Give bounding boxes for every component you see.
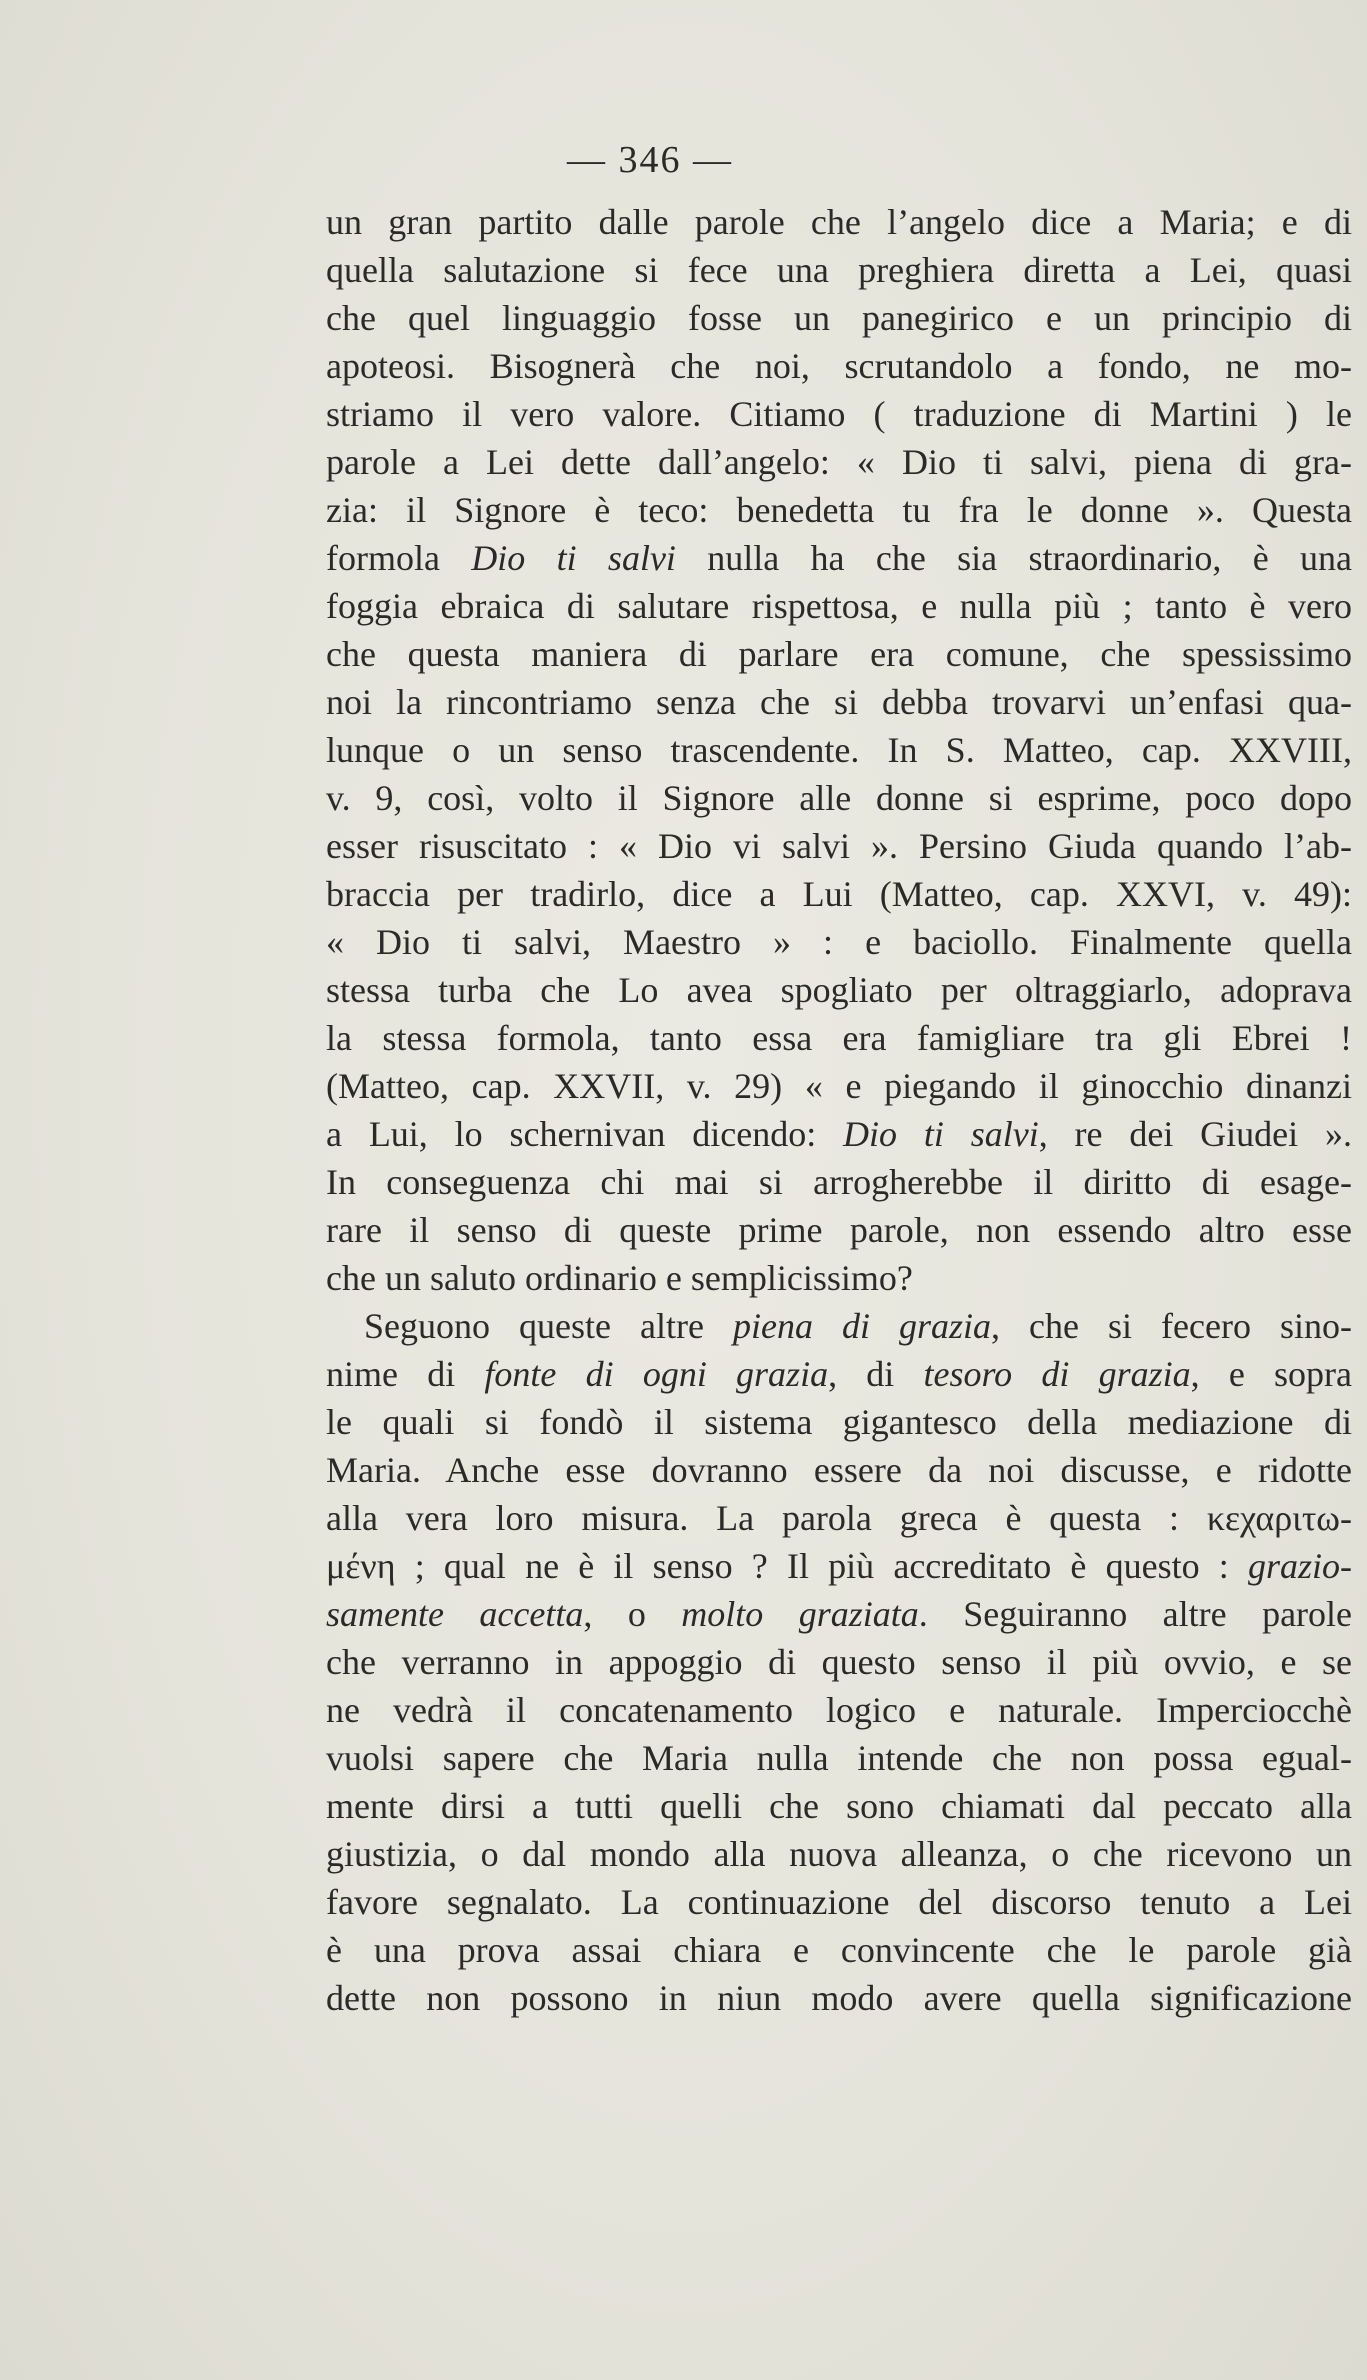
text-line xyxy=(326,1206,1352,1254)
text-segment: a Lui, lo schernivan dicendo: xyxy=(326,1114,844,1154)
text-segment: un gran partito dalle parole che l’angelo dice a Maria; e di xyxy=(326,202,1352,242)
text-line xyxy=(326,870,1352,918)
text-line xyxy=(326,1014,1352,1062)
text-segment: In conseguenza chi mai si arrogherebbe il diritto di esage- xyxy=(326,1162,1352,1202)
text-line xyxy=(326,1638,1352,1686)
text-line xyxy=(326,342,1352,390)
text-line xyxy=(326,1686,1352,1734)
text-line xyxy=(326,1974,1352,2022)
text-line xyxy=(326,1494,1352,1542)
text-segment: braccia per tradirlo, dice a Lui (Matteo, cap. XXVI, v. 49): xyxy=(326,874,1352,914)
text-line xyxy=(326,1398,1352,1446)
text-segment: , o xyxy=(583,1594,682,1634)
text-segment: che verranno in appoggio di questo senso il più ovvio, e se xyxy=(326,1642,1352,1682)
text-line xyxy=(326,918,1352,966)
text-segment: vuolsi sapere che Maria nulla intende che non possa egual- xyxy=(326,1738,1352,1778)
text-line xyxy=(326,630,1352,678)
text-segment: , di xyxy=(828,1354,924,1394)
text-segment: che un saluto ordinario e semplicissimo? xyxy=(326,1258,913,1298)
text-segment: favore segnalato. La continuazione del discorso tenuto a Lei xyxy=(326,1882,1352,1922)
text-segment: apoteosi. Bisognerà che noi, scrutandolo a fondo, ne mo- xyxy=(326,346,1352,386)
text-segment: (Matteo, cap. XXVII, v. 29) « e piegando il ginocchio dinanzi xyxy=(326,1066,1352,1106)
text-segment: parole a Lei dette dall’angelo: « Dio ti salvi, piena di gra- xyxy=(326,442,1352,482)
text-segment: « Dio ti salvi, Maestro » : e baciollo. Finalmente quella xyxy=(326,922,1352,962)
text-line xyxy=(326,726,1352,774)
text-line xyxy=(326,1926,1352,1974)
text-segment: nulla ha che sia straordinario, è una xyxy=(675,538,1352,578)
body-text xyxy=(326,198,1352,2022)
text-line xyxy=(326,390,1352,438)
text-line xyxy=(326,294,1352,342)
text-line xyxy=(326,1158,1352,1206)
text-segment: quella salutazione si fece una preghiera diretta a Lei, quasi xyxy=(326,250,1352,290)
text-line xyxy=(326,438,1352,486)
text-line xyxy=(326,1830,1352,1878)
text-segment: , e sopra xyxy=(1190,1354,1352,1394)
text-line xyxy=(326,774,1352,822)
italic-segment: tesoro di grazia xyxy=(923,1354,1191,1394)
text-segment: dette non possono in niun modo avere quella significazione xyxy=(326,1978,1352,2018)
text-segment: μένη ; qual ne è il senso ? Il più accreditato è questo : xyxy=(326,1546,1248,1586)
text-line xyxy=(326,486,1352,534)
text-line xyxy=(326,822,1352,870)
italic-segment: fonte di ogni grazia xyxy=(484,1354,829,1394)
italic-segment: grazio- xyxy=(1247,1546,1352,1586)
italic-segment: Dio ti salvi xyxy=(471,538,676,578)
text-segment: le quali si fondò il sistema gigantesco della mediazione di xyxy=(326,1402,1352,1442)
text-line xyxy=(326,1350,1352,1398)
italic-segment: samente accetta xyxy=(326,1594,584,1634)
text-segment: , che si fecero sino- xyxy=(991,1306,1352,1346)
text-segment: ne vedrà il concatenamento logico e naturale. Imperciocchè xyxy=(326,1690,1352,1730)
text-segment: la stessa formola, tanto essa era famigliare tra gli Ebrei ! xyxy=(326,1018,1352,1058)
text-segment: che quel linguaggio fosse un panegirico e un principio di xyxy=(326,298,1352,338)
text-segment: rare il senso di queste prime parole, non essendo altro esse xyxy=(326,1210,1352,1250)
text-segment: che questa maniera di parlare era comune, che spessissimo xyxy=(326,634,1352,674)
text-line xyxy=(326,1878,1352,1926)
text-segment: v. 9, così, volto il Signore alle donne si esprime, poco dopo xyxy=(326,778,1352,818)
text-segment: giustizia, o dal mondo alla nuova alleanza, o che ricevono un xyxy=(326,1834,1352,1874)
text-segment: zia: il Signore è teco: benedetta tu fra le donne ». Questa xyxy=(326,490,1352,530)
text-segment: lunque o un senso trascendente. In S. Matteo, cap. XXVIII, xyxy=(326,730,1352,770)
text-segment: noi la rincontriamo senza che si debba trovarvi un’enfasi qua- xyxy=(326,682,1352,722)
text-line xyxy=(326,1734,1352,1782)
text-line xyxy=(326,1254,1352,1302)
text-line xyxy=(326,1590,1352,1638)
text-segment: Maria. Anche esse dovranno essere da noi discusse, e ridotte xyxy=(326,1450,1352,1490)
text-segment: Seguono queste altre xyxy=(364,1306,733,1346)
text-segment: , re dei Giudei ». xyxy=(1038,1114,1352,1154)
text-line xyxy=(326,678,1352,726)
text-line xyxy=(326,1446,1352,1494)
text-line xyxy=(326,966,1352,1014)
italic-segment: piena di grazia xyxy=(732,1306,992,1346)
text-line xyxy=(326,246,1352,294)
text-segment: alla vera loro misura. La parola greca è questa : κεχαριτω- xyxy=(326,1498,1352,1538)
text-segment: esser risuscitato : « Dio vi salvi ». Persino Giuda quando l’ab- xyxy=(326,826,1352,866)
text-segment: è una prova assai chiara e convincente che le parole già xyxy=(326,1930,1352,1970)
text-segment: mente dirsi a tutti quelli che sono chiamati dal peccato alla xyxy=(326,1786,1352,1826)
page-number: — 346 — xyxy=(567,139,733,181)
text-segment: formola xyxy=(326,538,472,578)
italic-segment: molto graziata xyxy=(681,1594,919,1634)
text-segment: nime di xyxy=(326,1354,485,1394)
text-line xyxy=(326,534,1352,582)
text-line xyxy=(326,1062,1352,1110)
text-line xyxy=(326,1542,1352,1590)
text-segment: striamo il vero valore. Citiamo ( traduzione di Martini ) le xyxy=(326,394,1352,434)
text-segment: . Seguiranno altre parole xyxy=(918,1594,1352,1634)
text-line xyxy=(326,1110,1352,1158)
text-line xyxy=(326,198,1352,246)
text-line xyxy=(326,1782,1352,1830)
text-segment: stessa turba che Lo avea spogliato per oltraggiarlo, adoprava xyxy=(326,970,1352,1010)
italic-segment: Dio ti salvi xyxy=(843,1114,1039,1154)
text-segment: foggia ebraica di salutare rispettosa, e nulla più ; tanto è vero xyxy=(326,586,1352,626)
text-line xyxy=(326,1302,1352,1350)
text-line xyxy=(326,582,1352,630)
